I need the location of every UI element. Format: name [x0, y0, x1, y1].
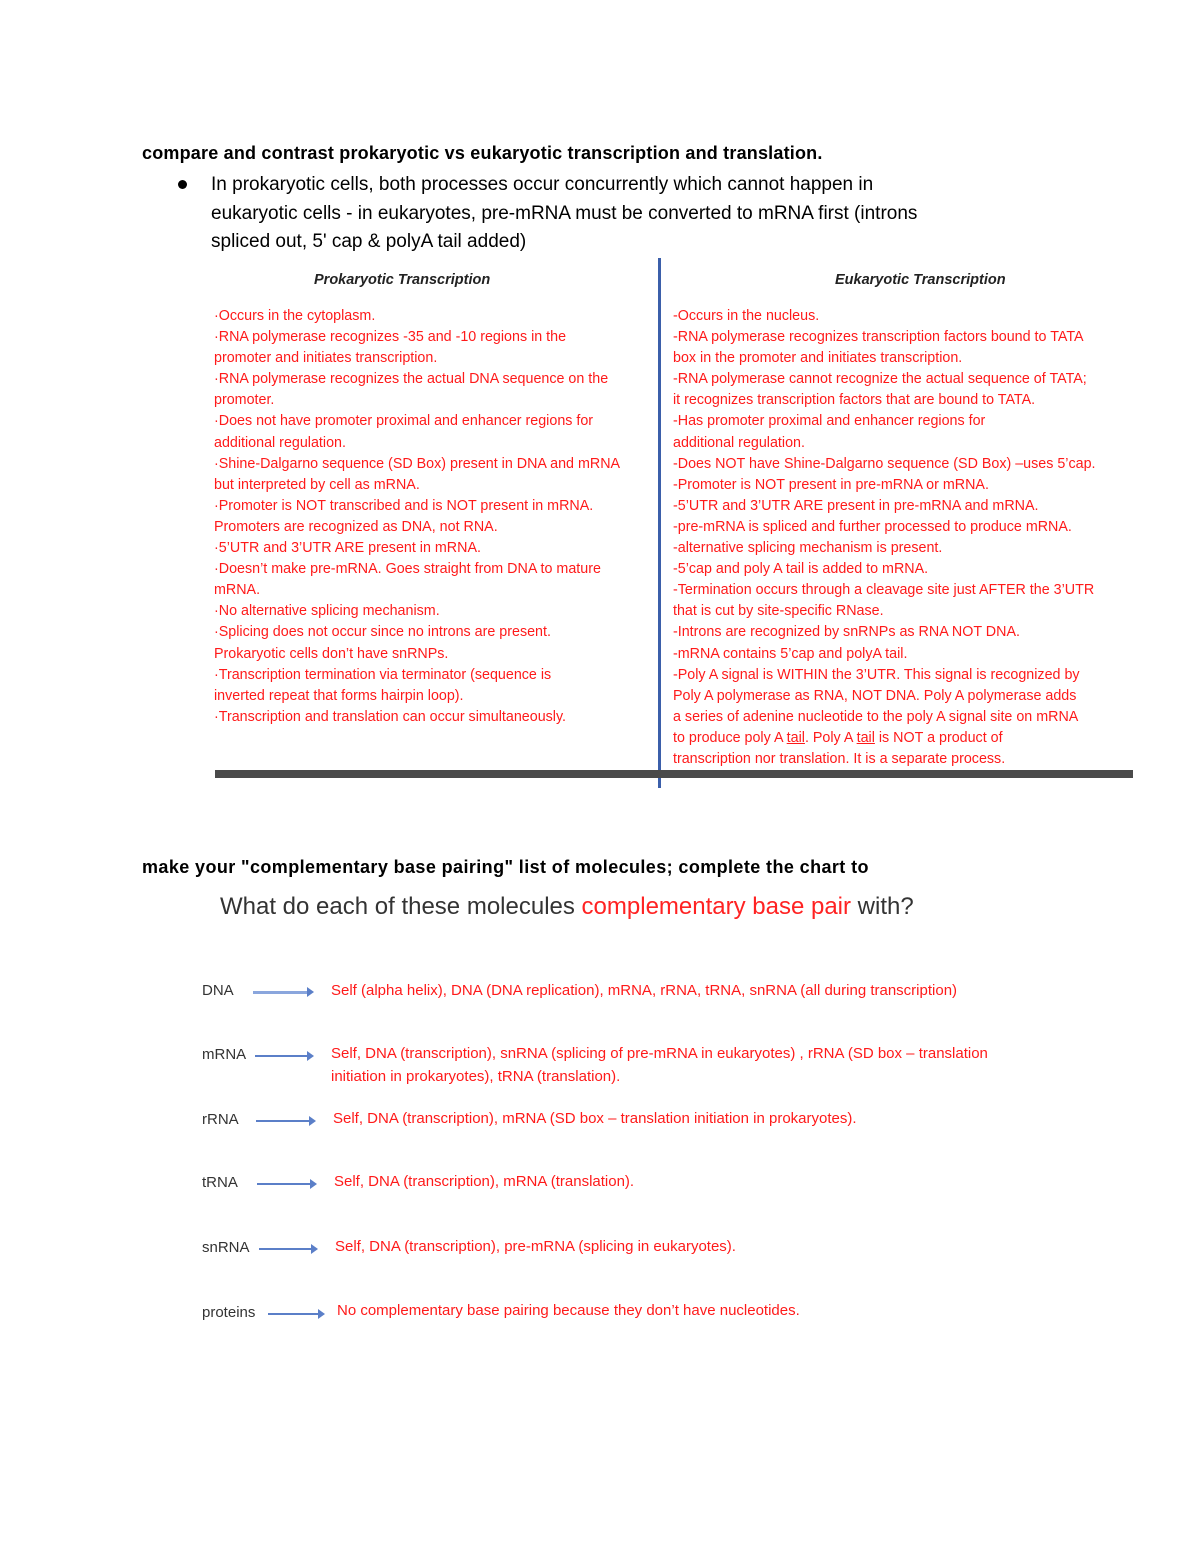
euk-line: -Promoter is NOT present in pre-mRNA or mRNA. — [673, 476, 989, 493]
pro-line: ·No alternative splicing mechanism. — [214, 603, 440, 620]
euk-line: -Has promoter proximal and enhancer regions for — [673, 413, 986, 430]
pair-proteins — [337, 1300, 800, 1323]
euk-text: . Poly A — [804, 729, 857, 746]
euk-line: -RNA polymerase recognizes transcription factors bound to TATA — [673, 329, 1084, 346]
bullet-dot — [178, 180, 187, 189]
euk-line: it recognizes transcription factors that are bound to TATA. — [673, 392, 1036, 409]
pro-line: ·Occurs in the cytoplasm. — [214, 308, 376, 324]
arrow-icon — [253, 991, 311, 994]
pair-snrna — [335, 1236, 736, 1259]
pro-line: ·5’UTR and 3’UTR ARE present in mRNA. — [214, 540, 481, 557]
pair-line: No complementary base pairing because they don’t have nucleotides. — [337, 1302, 800, 1319]
arrow-icon — [257, 1183, 314, 1185]
eukaryotic-column — [673, 306, 1143, 770]
question-highlight: complementary base pair — [581, 893, 852, 920]
heading-compare-contrast: compare and contrast prokaryotic vs eukaryotic transcription and translation. — [142, 143, 823, 163]
euk-line: a series of adenine nucleotide to the poly A signal site on mRNA — [673, 708, 1079, 725]
pair-rrna — [333, 1108, 857, 1131]
pair-line: initiation in prokaryotes), tRNA (translation). — [331, 1067, 621, 1085]
pro-line: ·Does not have promoter proximal and enhancer regions for — [214, 413, 594, 430]
pro-line: ·Splicing does not occur since no introns are present. — [214, 624, 551, 641]
euk-line: -Does NOT have Shine-Dalgarno sequence (SD Box) –uses 5’cap. — [673, 455, 1096, 472]
heading-base-pairing: make your "complementary base pairing" list of molecules; complete the chart to — [142, 857, 869, 877]
pro-line: promoter and initiates transcription. — [214, 350, 438, 367]
pair-mrna — [331, 1043, 988, 1088]
pro-line: inverted repeat that forms hairpin loop). — [214, 687, 464, 704]
pro-line: mRNA. — [214, 582, 261, 599]
question-suffix: with? — [851, 893, 914, 920]
euk-line-polya-tail — [673, 728, 1143, 749]
euk-text: is NOT a product of — [874, 729, 1003, 746]
column-divider — [658, 258, 661, 788]
molecule-proteins: proteins — [202, 1304, 256, 1321]
pro-line: ·Transcription and translation can occur simultaneously. — [214, 708, 567, 725]
molecule-dna: DNA — [202, 982, 234, 999]
pro-line: promoter. — [214, 392, 275, 409]
pro-line: ·Transcription termination via terminator (sequence is — [214, 666, 552, 683]
pro-line: ·Shine-Dalgarno sequence (SD Box) present in DNA and mRNA — [214, 455, 621, 472]
euk-text: to produce poly A — [673, 729, 787, 746]
pair-trna — [334, 1171, 634, 1194]
bullet-line: eukaryotic cells - in eukaryotes, pre-mRNA must be converted to mRNA first (introns — [211, 202, 918, 224]
pro-line: Prokaryotic cells don’t have snRNPs. — [214, 645, 449, 662]
euk-line: -Introns are recognized by snRNPs as RNA NOT DNA. — [673, 624, 1020, 641]
pair-line: Self, DNA (transcription), mRNA (translation). — [334, 1173, 635, 1190]
pro-line: additional regulation. — [214, 434, 346, 451]
arrow-icon — [255, 1055, 311, 1057]
euk-line: Poly A polymerase as RNA, NOT DNA. Poly A polymerase adds — [673, 687, 1077, 704]
euk-line: additional regulation. — [673, 434, 805, 451]
arrow-icon — [256, 1120, 313, 1122]
euk-line: that is cut by site-specific RNase. — [673, 603, 884, 620]
molecule-mrna: mRNA — [202, 1046, 247, 1063]
euk-line: -Termination occurs through a cleavage site just AFTER the 3’UTR — [673, 582, 1095, 599]
euk-line: -Poly A signal is WITHIN the 3’UTR. This signal is recognized by — [673, 666, 1080, 683]
euk-underlined: tail — [786, 729, 805, 746]
pair-dna — [331, 980, 957, 1003]
prokaryotic-column — [214, 306, 654, 728]
pro-line: ·Doesn’t make pre-mRNA. Goes straight from DNA to mature — [214, 561, 601, 578]
bullet-line: spliced out, 5' cap & polyA tail added) — [211, 231, 527, 252]
pair-line: Self, DNA (transcription), snRNA (splicing of pre-mRNA in eukaryotes) , rRNA (SD box – translation — [331, 1045, 988, 1062]
euk-line: -mRNA contains 5’cap and polyA tail. — [673, 645, 908, 662]
pair-line: Self (alpha helix), DNA (DNA replication), mRNA, rRNA, tRNA, snRNA (all during transcription) — [331, 982, 958, 999]
molecule-trna: tRNA — [202, 1174, 238, 1191]
euk-line: -RNA polymerase cannot recognize the actual sequence of TATA; — [673, 371, 1087, 388]
euk-line: -5’cap and poly A tail is added to mRNA. — [673, 561, 929, 578]
arrow-icon — [268, 1313, 322, 1315]
pro-line: ·Promoter is NOT transcribed and is NOT present in mRNA. — [214, 497, 594, 514]
bullet-paragraph — [211, 171, 1041, 257]
molecule-snrna: snRNA — [202, 1239, 250, 1256]
question-prefix: What do each of these molecules — [220, 893, 582, 920]
euk-line: -alternative splicing mechanism is present. — [673, 540, 943, 557]
molecule-rrna: rRNA — [202, 1111, 239, 1128]
eukaryotic-title: Eukaryotic Transcription — [835, 272, 1006, 288]
arrow-icon — [259, 1248, 315, 1250]
pro-line: ·RNA polymerase recognizes -35 and -10 regions in the — [214, 329, 567, 346]
euk-line: -5’UTR and 3’UTR ARE present in pre-mRNA and mRNA. — [673, 497, 1039, 514]
bullet-line: In prokaryotic cells, both processes occur concurrently which cannot happen in — [211, 174, 874, 195]
pair-line: Self, DNA (transcription), mRNA (SD box – translation initiation in prokaryotes). — [333, 1110, 857, 1127]
euk-line: transcription nor translation. It is a separate process. — [673, 750, 1006, 767]
pro-line: but interpreted by cell as mRNA. — [214, 476, 420, 493]
prokaryotic-title: Prokaryotic Transcription — [314, 272, 491, 288]
pro-line: Promoters are recognized as DNA, not RNA. — [214, 518, 498, 535]
table-bottom-bar — [215, 770, 1133, 778]
pair-line: Self, DNA (transcription), pre-mRNA (splicing in eukaryotes). — [335, 1238, 736, 1255]
euk-line: -Occurs in the nucleus. — [673, 308, 820, 324]
pro-line: ·RNA polymerase recognizes the actual DNA sequence on the — [214, 371, 609, 388]
question-title — [220, 893, 914, 921]
euk-underlined: tail — [856, 729, 875, 746]
euk-line: -pre-mRNA is spliced and further processed to produce mRNA. — [673, 518, 1072, 535]
euk-line: box in the promoter and initiates transcription. — [673, 350, 963, 367]
